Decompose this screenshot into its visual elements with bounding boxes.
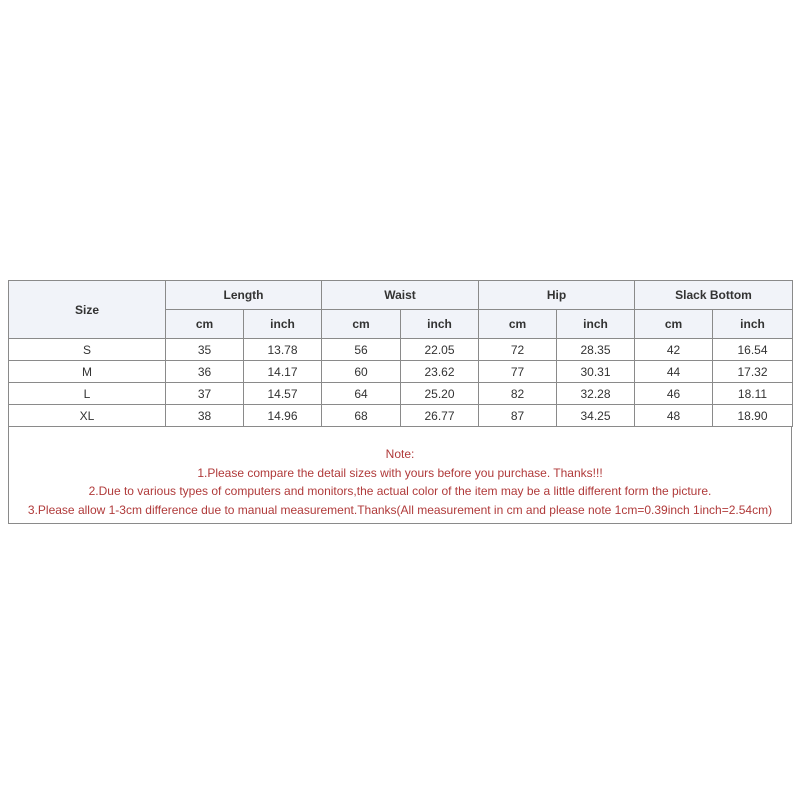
table-cell: 44 xyxy=(635,361,713,383)
table-cell: 60 xyxy=(322,361,401,383)
note-line: 1.Please compare the detail sizes with yours before you purchase. Thanks!!! xyxy=(197,465,603,480)
table-cell: 13.78 xyxy=(244,339,322,361)
table-row xyxy=(9,339,793,361)
table-cell: 16.54 xyxy=(713,339,793,361)
table-cell: 34.25 xyxy=(557,405,635,427)
unit-header: inch xyxy=(401,310,479,339)
note-line: 2.Due to various types of computers and monitors,the actual color of the item may be a little different form the picture. xyxy=(88,484,712,498)
size-header: Size xyxy=(9,281,166,339)
table-cell: 14.57 xyxy=(244,383,322,405)
table-row xyxy=(9,405,793,427)
unit-header: cm xyxy=(479,310,557,339)
group-header-hip: Hip xyxy=(479,281,635,310)
unit-header: cm xyxy=(635,310,713,339)
unit-header: inch xyxy=(244,310,322,339)
table-cell: 56 xyxy=(322,339,401,361)
table-cell: 77 xyxy=(479,361,557,383)
table-row xyxy=(9,383,793,405)
table-cell: 82 xyxy=(479,383,557,405)
unit-header: cm xyxy=(166,310,244,339)
table-cell: 18.90 xyxy=(713,405,793,427)
size-table xyxy=(8,280,793,427)
unit-header: inch xyxy=(557,310,635,339)
table-cell: 18.11 xyxy=(713,383,793,405)
table-cell: 42 xyxy=(635,339,713,361)
table-cell: 72 xyxy=(479,339,557,361)
table-cell: 37 xyxy=(166,383,244,405)
table-row xyxy=(9,361,793,383)
table-cell: 35 xyxy=(166,339,244,361)
size-chart xyxy=(8,280,792,524)
note-title: Note: xyxy=(385,447,415,461)
table-cell: 68 xyxy=(322,405,401,427)
table-cell: 14.96 xyxy=(244,405,322,427)
table-cell: 46 xyxy=(635,383,713,405)
table-cell: 22.05 xyxy=(401,339,479,361)
table-cell: 64 xyxy=(322,383,401,405)
table-cell: 36 xyxy=(166,361,244,383)
table-cell: 32.28 xyxy=(557,383,635,405)
table-cell: 30.31 xyxy=(557,361,635,383)
group-header-row xyxy=(9,281,793,310)
note-line: 3.Please allow 1-3cm difference due to manual measurement.Thanks(All measurement in cm and please note 1cm=0.39inch 1inch=2.54cm) xyxy=(27,502,773,517)
table-cell: 28.35 xyxy=(557,339,635,361)
table-cell: 23.62 xyxy=(401,361,479,383)
table-cell: 26.77 xyxy=(401,405,479,427)
size-cell: M xyxy=(9,361,166,383)
group-header-slack-bottom: Slack Bottom xyxy=(635,281,793,310)
size-cell: XL xyxy=(9,405,166,427)
unit-header: cm xyxy=(322,310,401,339)
unit-header: inch xyxy=(713,310,793,339)
size-cell: L xyxy=(9,383,166,405)
table-cell: 87 xyxy=(479,405,557,427)
table-cell: 38 xyxy=(166,405,244,427)
note-box xyxy=(8,427,792,524)
table-cell: 25.20 xyxy=(401,383,479,405)
group-header-length: Length xyxy=(166,281,322,310)
table-cell: 17.32 xyxy=(713,361,793,383)
group-header-waist: Waist xyxy=(322,281,479,310)
table-cell: 14.17 xyxy=(244,361,322,383)
size-cell: S xyxy=(9,339,166,361)
table-cell: 48 xyxy=(635,405,713,427)
